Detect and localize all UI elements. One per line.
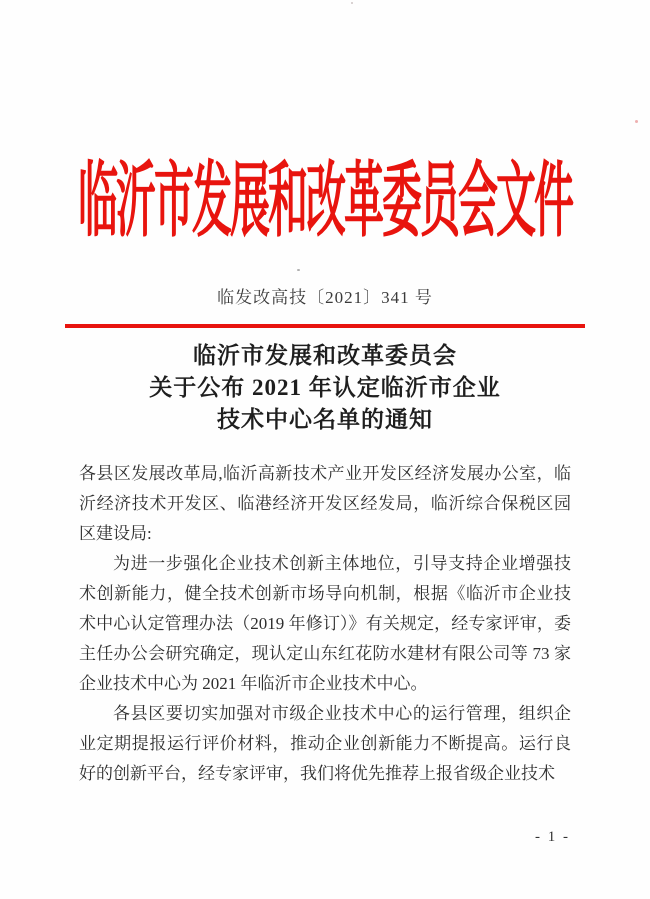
notice-title-line-3: 技术中心名单的通知: [217, 407, 433, 432]
recipients-paragraph: 各县区发展改革局,临沂高新技术产业开发区经济发展办公室，临沂经济技术开发区、临港经济开发区经发局，临沂综合保税区园区建设局:: [79, 464, 571, 543]
notice-title-line-2: 关于公布 2021 年认定临沂市企业: [149, 375, 501, 400]
notice-body: [79, 459, 571, 789]
scan-speck: [635, 120, 638, 123]
scan-speck: [297, 269, 300, 271]
letterhead-title: 临沂市发展和改革委员会文件: [78, 154, 572, 247]
notice-title-line-1: 临沂市发展和改革委员会: [193, 343, 457, 368]
body-paragraph-2: 各县区要切实加强对市级企业技术中心的运行管理，组织企业定期提报运行评价材料，推动企业创新能力不断提高。运行良好的创新平台，经专家评审，我们将优先推荐上报省级企业技术: [79, 704, 571, 783]
letterhead-banner: [0, 150, 650, 247]
page-number: - 1 -: [535, 829, 570, 845]
body-paragraph-1: 为进一步强化企业技术创新主体地位，引导支持企业增强技术创新能力，健全技术创新市场导向机制，根据《临沂市企业技术中心认定管理办法（2019 年修订）》有关规定，经专家评审，委主任办公会研究确定，现认定山东红花防水建材有限公司等 73 家企业技术中心为 2021 年临沂市企业技术中心。: [79, 554, 571, 693]
red-divider-rule: [65, 324, 585, 328]
document-reference-number: 临发改高技〔2021〕341 号: [217, 288, 433, 307]
scan-speck: [351, 2, 353, 4]
notice-title: [0, 340, 650, 436]
